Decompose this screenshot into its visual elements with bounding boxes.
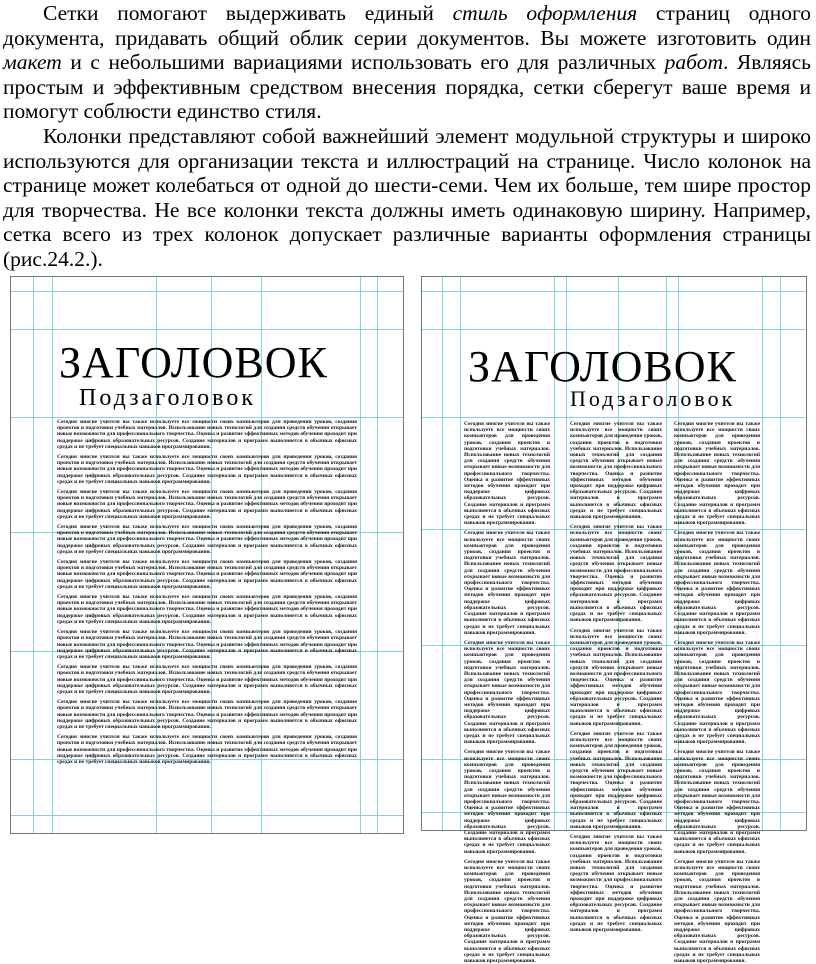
sample-paragraph: Сегодня многие учителя вы также используете все мощности своих компьютеров для проведения уроков, создания проектов и подготовки учебных материалов. Использование новых технологий для создания средств обучения открывает новые возможности для профессионального творчества. Оценка и развитие эффективных методов обучения проходит при поддержке цифровых образовательных ресурсов. Создание материалов и программ выполняется в обычных офисных средах и не требует специальных навыков программирования. <box>570 627 662 727</box>
grid-line-horizontal <box>422 417 806 418</box>
grid-line-horizontal <box>11 815 403 816</box>
sample-paragraph: Сегодня многие учителя вы также используете все мощности своих компьютеров для проведения уроков, создания проектов и подготовки учебных материалов. Использование новых технологий для создания средств обучения открывает новые возможности для профессионального творчества. Оценка и развитие эффективных методов обучения проходит при поддержке цифровых образовательных ресурсов. Создание материалов и программ выполняется в обычных офисных средах и не требует специальных навыков программирования. <box>57 734 357 765</box>
figure-page-two-columns <box>10 276 404 834</box>
grid-line-horizontal <box>11 329 403 330</box>
sample-paragraph: Сегодня многие учителя вы также используете все мощности своих компьютеров для проведения уроков, создания проектов и подготовки учебных материалов. Использование новых технологий для создания средств обучения открывает новые возможности для профессионального творчества. Оценка и развитие эффективных методов обучения проходит при поддержке цифровых образовательных ресурсов. Создание материалов и программ выполняется в обычных офисных средах и не требует специальных навыков программирования. <box>57 524 357 555</box>
grid-line-horizontal <box>422 291 806 292</box>
sample-paragraph: Сегодня многие учителя вы также используете все мощности своих компьютеров для проведения уроков, создания проектов и подготовки учебных материалов. Использование новых технологий для создания средств обучения открывает новые возможности для профессионального творчества. Оценка и развитие эффективных методов обучения проходит при поддержке цифровых образовательных ресурсов. Создание материалов и программ выполняется в обычных офисных средах и не требует специальных навыков программирования. <box>570 421 662 521</box>
grid-line-horizontal <box>422 329 806 330</box>
sample-paragraph: Сегодня многие учителя вы также используете все мощности своих компьютеров для проведения уроков, создания проектов и подготовки учебных материалов. Использование новых технологий для создания средств обучения открывает новые возможности для профессионального творчества. Оценка и развитие эффективных методов обучения проходит при поддержке цифровых образовательных ресурсов. Создание материалов и программ выполняется в обычных офисных средах и не требует специальных навыков программирования. <box>674 639 760 746</box>
grid-line-vertical <box>762 277 763 830</box>
sample-paragraph: Сегодня многие учителя вы также используете все мощности своих компьютеров для проведения уроков, создания проектов и подготовки учебных материалов. Использование новых технологий для создания средств обучения открывает новые возможности для профессионального творчества. Оценка и развитие эффективных методов обучения проходит при поддержке цифровых образовательных ресурсов. Создание материалов и программ выполняется в обычных офисных средах и не требует специальных навыков программирования. <box>57 699 357 730</box>
p1-term-style: стиль оформления <box>452 1 638 25</box>
grid-line-vertical <box>442 277 443 830</box>
sample-column-1 <box>464 421 550 964</box>
sample-paragraph: Сегодня многие учителя вы также используете все мощности своих компьютеров для проведения уроков, создания проектов и подготовки учебных материалов. Использование новых технологий для создания средств обучения открывает новые возможности для профессионального творчества. Оценка и развитие эффективных методов обучения проходит при поддержке цифровых образовательных ресурсов. Создание материалов и программ выполняется в обычных офисных средах и не требует специальных навыков программирования. <box>570 524 662 624</box>
figure-page-three-columns <box>421 276 807 964</box>
sample-paragraph: Сегодня многие учителя вы также используете все мощности своих компьютеров для проведения уроков, создания проектов и подготовки учебных материалов. Использование новых технологий для создания средств обучения открывает новые возможности для профессионального творчества. Оценка и развитие эффективных методов обучения проходит при поддержке цифровых образовательных ресурсов. Создание материалов и программ выполняется в обычных офисных средах и не требует специальных навыков программирования. <box>674 749 760 855</box>
sample-column-3 <box>674 421 760 964</box>
p1-term-layout: макет <box>3 50 62 75</box>
sample-paragraph: Сегодня многие учителя вы также используете все мощности своих компьютеров для проведения уроков, создания проектов и подготовки учебных материалов. Использование новых технологий для создания средств обучения открывает новые возможности для профессионального творчества. Оценка и развитие эффективных методов обучения проходит при поддержке цифровых образовательных ресурсов. Создание материалов и программ выполняется в обычных офисных средах и не требует специальных навыков программирования. <box>464 858 550 964</box>
sample-paragraph: Сегодня многие учителя вы также используете все мощности своих компьютеров для проведения уроков, создания проектов и подготовки учебных материалов. Использование новых технологий для создания средств обучения открывает новые возможности для профессионального творчества. Оценка и развитие эффективных методов обучения проходит при поддержке цифровых образовательных ресурсов. Создание материалов и программ выполняется в обычных офисных средах и не требует специальных навыков программирования. <box>57 419 357 450</box>
grid-line-vertical <box>33 277 34 833</box>
sample-paragraph: Сегодня многие учителя вы также используете все мощности своих компьютеров для проведения уроков, создания проектов и подготовки учебных материалов. Использование новых технологий для создания средств обучения открывает новые возможности для профессионального творчества. Оценка и развитие эффективных методов обучения проходит при поддержке цифровых образовательных ресурсов. Создание материалов и программ выполняется в обычных офисных средах и не требует специальных навыков программирования. <box>57 664 357 695</box>
sample-paragraph: Сегодня многие учителя вы также используете все мощности своих компьютеров для проведения уроков, создания проектов и подготовки учебных материалов. Использование новых технологий для создания средств обучения открывает новые возможности для профессионального творчества. Оценка и развитие эффективных методов обучения проходит при поддержке цифровых образовательных ресурсов. Создание материалов и программ выполняется в обычных офисных средах и не требует специальных навыков программирования. <box>674 421 760 527</box>
sample-paragraph: Сегодня многие учителя вы также используете все мощности своих компьютеров для проведения уроков, создания проектов и подготовки учебных материалов. Использование новых технологий для создания средств обучения открывает новые возможности для профессионального творчества. Оценка и развитие эффективных методов обучения проходит при поддержке цифровых образовательных ресурсов. Создание материалов и программ выполняется в обычных офисных средах и не требует специальных навыков программирования. <box>570 834 662 934</box>
sample-paragraph: Сегодня многие учителя вы также используете все мощности своих компьютеров для проведения уроков, создания проектов и подготовки учебных материалов. Использование новых технологий для создания средств обучения открывает новые возможности для профессионального творчества. Оценка и развитие эффективных методов обучения проходит при поддержке цифровых образовательных ресурсов. Создание материалов и программ выполняется в обычных офисных средах и не требует специальных навыков программирования. <box>57 454 357 485</box>
sample-heading: ЗАГОЛОВОК <box>59 338 328 387</box>
p1-text-a: Сетки помогают выдерживать единый <box>43 1 453 25</box>
sample-column-2 <box>570 421 662 934</box>
p1-text-g: . Являясь простым и эффективным средством внесения порядка, сетки сберегут ваше время и помогут соблюсти единство стиля. <box>3 50 811 124</box>
grid-line-vertical <box>52 277 53 833</box>
sample-paragraph: Сегодня многие учителя вы также используете все мощности своих компьютеров для проведения уроков, создания проектов и подготовки учебных материалов. Использование новых технологий для создания средств обучения открывает новые возможности для профессионального творчества. Оценка и развитие эффективных методов обучения проходит при поддержке цифровых образовательных ресурсов. Создание материалов и программ выполняется в обычных офисных средах и не требует специальных навыков программирования. <box>464 421 550 527</box>
sample-subheading: Подзаголовок <box>570 386 736 411</box>
paragraph-columns: Колонки представляют собой важнейший элемент модульной структуры и широко используются для организации текста и иллюстраций на странице. Число колонок на странице может колебаться от одной до шести-семи. Чем их больше, тем шире простор для творчества. Не все колонки текста должны иметь одинаковую ширину. Например, сетка всего из трех колонок допускает различные варианты оформления страницы (рис.24.2.). <box>3 124 811 271</box>
sample-paragraph: Сегодня многие учителя вы также используете все мощности своих компьютеров для проведения уроков, создания проектов и подготовки учебных материалов. Использование новых технологий для создания средств обучения открывает новые возможности для профессионального творчества. Оценка и развитие эффективных методов обучения проходит при поддержке цифровых образовательных ресурсов. Создание материалов и программ выполняется в обычных офисных средах и не требует специальных навыков программирования. <box>464 749 550 855</box>
grid-line-horizontal <box>11 417 403 418</box>
sample-paragraph: Сегодня многие учителя вы также используете все мощности своих компьютеров для проведения уроков, создания проектов и подготовки учебных материалов. Использование новых технологий для создания средств обучения открывает новые возможности для профессионального творчества. Оценка и развитие эффективных методов обучения проходит при поддержке цифровых образовательных ресурсов. Создание материалов и программ выполняется в обычных офисных средах и не требует специальных навыков программирования. <box>464 530 550 636</box>
sample-paragraph: Сегодня многие учителя вы также используете все мощности своих компьютеров для проведения уроков, создания проектов и подготовки учебных материалов. Использование новых технологий для создания средств обучения открывает новые возможности для профессионального творчества. Оценка и развитие эффективных методов обучения проходит при поддержке цифровых образовательных ресурсов. Создание материалов и программ выполняется в обычных офисных средах и не требует специальных навыков программирования. <box>57 559 357 590</box>
grid-line-vertical <box>460 277 461 830</box>
sample-paragraph: Сегодня многие учителя вы также используете все мощности своих компьютеров для проведения уроков, создания проектов и подготовки учебных материалов. Использование новых технологий для создания средств обучения открывает новые возможности для профессионального творчества. Оценка и развитие эффективных методов обучения проходит при поддержке цифровых образовательных ресурсов. Создание материалов и программ выполняется в обычных офисных средах и не требует специальных навыков программирования. <box>570 730 662 830</box>
p1-text-e: и с небольшими вариациями использовать его для различных <box>61 50 665 75</box>
sample-heading: ЗАГОЛОВОК <box>468 342 737 391</box>
grid-line-vertical <box>377 277 378 833</box>
p1-term-works: работ <box>664 50 723 75</box>
sample-paragraph: Сегодня многие учителя вы также используете все мощности своих компьютеров для проведения уроков, создания проектов и подготовки учебных материалов. Использование новых технологий для создания средств обучения открывает новые возможности для профессионального творчества. Оценка и развитие эффективных методов обучения проходит при поддержке цифровых образовательных ресурсов. Создание материалов и программ выполняется в обычных офисных средах и не требует специальных навыков программирования. <box>57 594 357 625</box>
paragraph-grids <box>3 1 811 124</box>
sample-subheading: Подзаголовок <box>79 385 257 411</box>
grid-line-horizontal <box>11 291 403 292</box>
sample-paragraph: Сегодня многие учителя вы также используете все мощности своих компьютеров для проведения уроков, создания проектов и подготовки учебных материалов. Использование новых технологий для создания средств обучения открывает новые возможности для профессионального творчества. Оценка и развитие эффективных методов обучения проходит при поддержке цифровых образовательных ресурсов. Создание материалов и программ выполняется в обычных офисных средах и не требует специальных навыков программирования. <box>57 629 357 660</box>
sample-paragraph: Сегодня многие учителя вы также используете все мощности своих компьютеров для проведения уроков, создания проектов и подготовки учебных материалов. Использование новых технологий для создания средств обучения открывает новые возможности для профессионального творчества. Оценка и развитие эффективных методов обучения проходит при поддержке цифровых образовательных ресурсов. Создание материалов и программ выполняется в обычных офисных средах и не требует специальных навыков программирования. <box>674 858 760 964</box>
sample-paragraph: Сегодня многие учителя вы также используете все мощности своих компьютеров для проведения уроков, создания проектов и подготовки учебных материалов. Использование новых технологий для создания средств обучения открывает новые возможности для профессионального творчества. Оценка и развитие эффективных методов обучения проходит при поддержке цифровых образовательных ресурсов. Создание материалов и программ выполняется в обычных офисных средах и не требует специальных навыков программирования. <box>464 639 550 746</box>
sample-paragraph: Сегодня многие учителя вы также используете все мощности своих компьютеров для проведения уроков, создания проектов и подготовки учебных материалов. Использование новых технологий для создания средств обучения открывает новые возможности для профессионального творчества. Оценка и развитие эффективных методов обучения проходит при поддержке цифровых образовательных ресурсов. Создание материалов и программ выполняется в обычных офисных средах и не требует специальных навыков программирования. <box>57 489 357 520</box>
sample-text-block <box>57 419 357 814</box>
p1-text-c: страниц одного документа, придавать общий облик серии документов. Вы можете изготовить один <box>3 1 811 50</box>
grid-line-vertical <box>780 277 781 830</box>
sample-paragraph: Сегодня многие учителя вы также используете все мощности своих компьютеров для проведения уроков, создания проектов и подготовки учебных материалов. Использование новых технологий для создания средств обучения открывает новые возможности для профессионального творчества. Оценка и развитие эффективных методов обучения проходит при поддержке цифровых образовательных ресурсов. Создание материалов и программ выполняется в обычных офисных средах и не требует специальных навыков программирования. <box>674 530 760 636</box>
grid-line-vertical <box>360 277 361 833</box>
